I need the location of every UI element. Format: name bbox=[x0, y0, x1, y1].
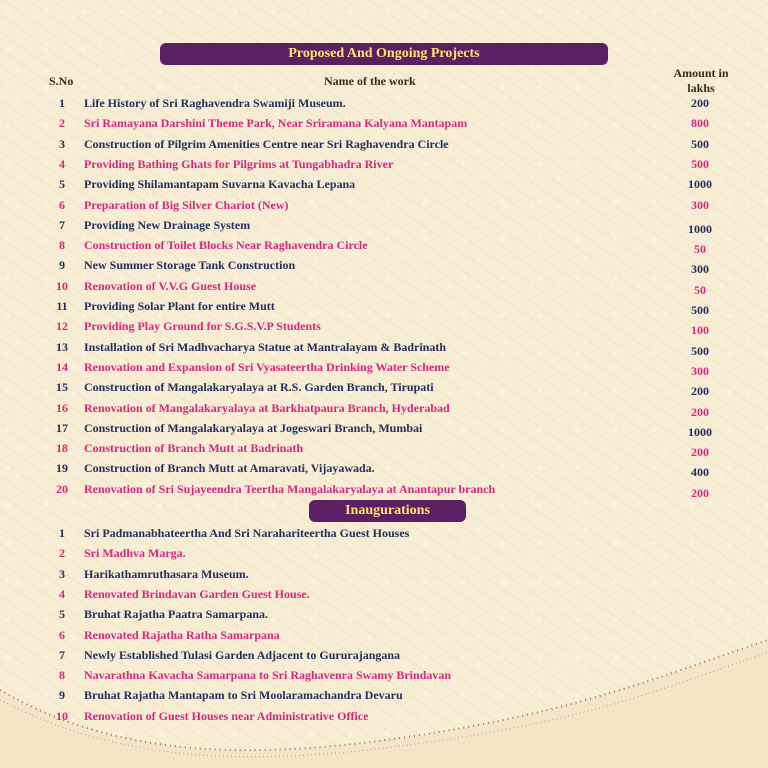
project-amount: 1000 bbox=[688, 177, 712, 192]
project-amount: 1000 bbox=[688, 424, 712, 439]
inaugurations-title-banner: Inaugurations bbox=[309, 500, 466, 522]
project-row bbox=[0, 439, 768, 459]
inauguration-serial-number: 9 bbox=[59, 688, 65, 703]
project-row bbox=[0, 459, 768, 479]
project-row bbox=[0, 196, 768, 216]
project-row bbox=[0, 399, 768, 419]
project-name: Life History of Sri Raghavendra Swamiji Museum. bbox=[84, 96, 346, 110]
project-name: Construction of Mangalakaryalaya at R.S. Garden Branch, Tirupati bbox=[84, 380, 434, 395]
project-serial-number: 2 bbox=[59, 116, 65, 131]
project-amount: 300 bbox=[691, 262, 709, 277]
inauguration-row bbox=[0, 544, 768, 564]
inauguration-row bbox=[0, 585, 768, 605]
project-name: Providing Shilamantapam Suvarna Kavacha Lepana bbox=[84, 177, 356, 192]
project-row bbox=[0, 216, 768, 236]
project-row bbox=[0, 358, 768, 378]
sno-column-header: S.No bbox=[49, 74, 74, 88]
project-row bbox=[0, 480, 768, 500]
project-row bbox=[0, 236, 768, 256]
inauguration-name: Bruhat Rajatha Mantapam to Sri Moolaramachandra Devaru bbox=[84, 688, 403, 703]
project-amount: 500 bbox=[691, 136, 709, 151]
inauguration-name: Harikathamruthasara Museum. bbox=[84, 566, 249, 581]
project-name: Providing New Drainage System bbox=[84, 217, 251, 232]
project-amount: 100 bbox=[691, 323, 709, 338]
project-serial-number: 16 bbox=[56, 400, 68, 415]
project-row bbox=[0, 114, 768, 134]
project-amount: 300 bbox=[691, 197, 709, 212]
project-name: Preparation of Big Silver Chariot (New) bbox=[84, 197, 289, 212]
project-amount: 1000 bbox=[688, 221, 712, 236]
project-amount: 50 bbox=[694, 242, 706, 257]
project-name: Sri Ramayana Darshini Theme Park, Near Sriramana Kalyana Mantapam bbox=[84, 116, 468, 131]
inauguration-name: Renovated Brindavan Garden Guest House. bbox=[84, 586, 310, 601]
project-amount: 50 bbox=[694, 282, 706, 297]
project-serial-number: 3 bbox=[59, 136, 65, 151]
project-name: Renovation and Expansion of Sri Vyasateertha Drinking Water Scheme bbox=[84, 359, 450, 374]
project-row bbox=[0, 338, 768, 358]
project-serial-number: 11 bbox=[56, 299, 68, 313]
project-row bbox=[0, 378, 768, 398]
inauguration-serial-number: 7 bbox=[59, 647, 65, 662]
project-serial-number: 8 bbox=[59, 238, 65, 253]
inauguration-name: Renovated Rajatha Ratha Samarpana bbox=[84, 627, 280, 642]
project-name: Providing Play Ground for S.G.S.V.P Students bbox=[84, 319, 321, 334]
project-name: Installation of Sri Madhvacharya Statue at Mantralayam & Badrinath bbox=[84, 339, 447, 354]
project-row bbox=[0, 135, 768, 155]
project-amount: 200 bbox=[691, 445, 709, 460]
project-name: Renovation of Mangalakaryalaya at Barkhatpaura Branch, Hyderabad bbox=[84, 400, 450, 415]
project-name: Providing Bathing Ghats for Pilgrims at Tungabhadra River bbox=[84, 156, 394, 171]
project-serial-number: 18 bbox=[56, 441, 68, 456]
inauguration-serial-number: 6 bbox=[59, 627, 65, 642]
project-amount: 200 bbox=[691, 404, 709, 419]
project-row bbox=[0, 94, 768, 114]
inauguration-name: Sri Padmanabhateertha And Sri Narahariteertha Guest Houses bbox=[84, 526, 410, 540]
project-name: Construction of Toilet Blocks Near Raghavendra Circle bbox=[84, 238, 368, 253]
project-row bbox=[0, 419, 768, 439]
projects-title-banner: Proposed And Ongoing Projects bbox=[160, 43, 608, 65]
project-serial-number: 9 bbox=[59, 258, 65, 273]
project-row bbox=[0, 175, 768, 195]
project-serial-number: 14 bbox=[56, 359, 68, 374]
project-name: New Summer Storage Tank Construction bbox=[84, 258, 296, 273]
project-serial-number: 13 bbox=[56, 339, 68, 354]
project-row bbox=[0, 277, 768, 297]
project-amount: 500 bbox=[691, 303, 709, 317]
project-name: Construction of Pilgrim Amenities Centre near Sri Raghavendra Circle bbox=[84, 136, 449, 151]
inauguration-serial-number: 3 bbox=[59, 566, 65, 581]
project-serial-number: 4 bbox=[59, 156, 65, 171]
inauguration-row bbox=[0, 524, 768, 544]
inauguration-serial-number: 8 bbox=[59, 668, 65, 683]
project-serial-number: 10 bbox=[56, 278, 68, 293]
inauguration-serial-number: 2 bbox=[59, 546, 65, 561]
inauguration-row bbox=[0, 565, 768, 585]
project-serial-number: 17 bbox=[56, 420, 68, 435]
inauguration-row bbox=[0, 626, 768, 646]
project-serial-number: 19 bbox=[56, 461, 68, 476]
project-amount: 500 bbox=[691, 156, 709, 171]
inauguration-row bbox=[0, 605, 768, 625]
inauguration-name: Bruhat Rajatha Paatra Samarpana. bbox=[84, 607, 269, 622]
inauguration-serial-number: 5 bbox=[59, 607, 65, 622]
project-row bbox=[0, 317, 768, 337]
project-serial-number: 1 bbox=[59, 96, 65, 110]
project-amount: 200 bbox=[691, 485, 709, 500]
name-column-header: Name of the work bbox=[324, 74, 416, 88]
project-amount: 800 bbox=[691, 116, 709, 131]
inauguration-serial-number: 4 bbox=[59, 586, 65, 601]
project-amount: 200 bbox=[691, 384, 709, 399]
project-serial-number: 6 bbox=[59, 197, 65, 212]
project-amount: 200 bbox=[691, 96, 709, 110]
project-amount: 400 bbox=[691, 465, 709, 480]
inauguration-row bbox=[0, 707, 768, 727]
inauguration-name: Sri Madhva Marga. bbox=[84, 546, 186, 561]
project-row bbox=[0, 155, 768, 175]
inauguration-name: Navarathna Kavacha Samarpana to Sri Raghavenra Swamy Brindavan bbox=[84, 668, 452, 683]
inauguration-row bbox=[0, 686, 768, 706]
project-serial-number: 20 bbox=[56, 481, 68, 496]
project-amount: 500 bbox=[691, 343, 709, 358]
project-name: Construction of Branch Mutt at Badrinath bbox=[84, 441, 304, 456]
project-name: Providing Solar Plant for entire Mutt bbox=[84, 299, 275, 313]
inauguration-serial-number: 10 bbox=[56, 708, 68, 723]
project-serial-number: 12 bbox=[56, 319, 68, 334]
inauguration-row bbox=[0, 646, 768, 666]
project-amount: 300 bbox=[691, 363, 709, 378]
project-row bbox=[0, 297, 768, 317]
project-name: Renovation of Sri Sujayeendra Teertha Mangalakaryalaya at Anantapur branch bbox=[84, 481, 496, 496]
inauguration-row bbox=[0, 666, 768, 686]
project-name: Construction of Branch Mutt at Amaravati, Vijayawada. bbox=[84, 461, 375, 476]
project-serial-number: 15 bbox=[56, 380, 68, 395]
inauguration-name: Renovation of Guest Houses near Administrative Office bbox=[84, 708, 369, 723]
project-name: Renovation of V.V.G Guest House bbox=[84, 278, 257, 293]
project-row bbox=[0, 256, 768, 276]
project-name: Construction of Mangalakaryalaya at Jogeswari Branch, Mumbai bbox=[84, 420, 423, 435]
project-serial-number: 5 bbox=[59, 177, 65, 192]
inauguration-serial-number: 1 bbox=[59, 526, 65, 540]
project-serial-number: 7 bbox=[59, 217, 65, 232]
amount-column-header: Amount in lakhs bbox=[673, 66, 729, 95]
inauguration-name: Newly Established Tulasi Garden Adjacent to Gururajangana bbox=[84, 647, 401, 662]
